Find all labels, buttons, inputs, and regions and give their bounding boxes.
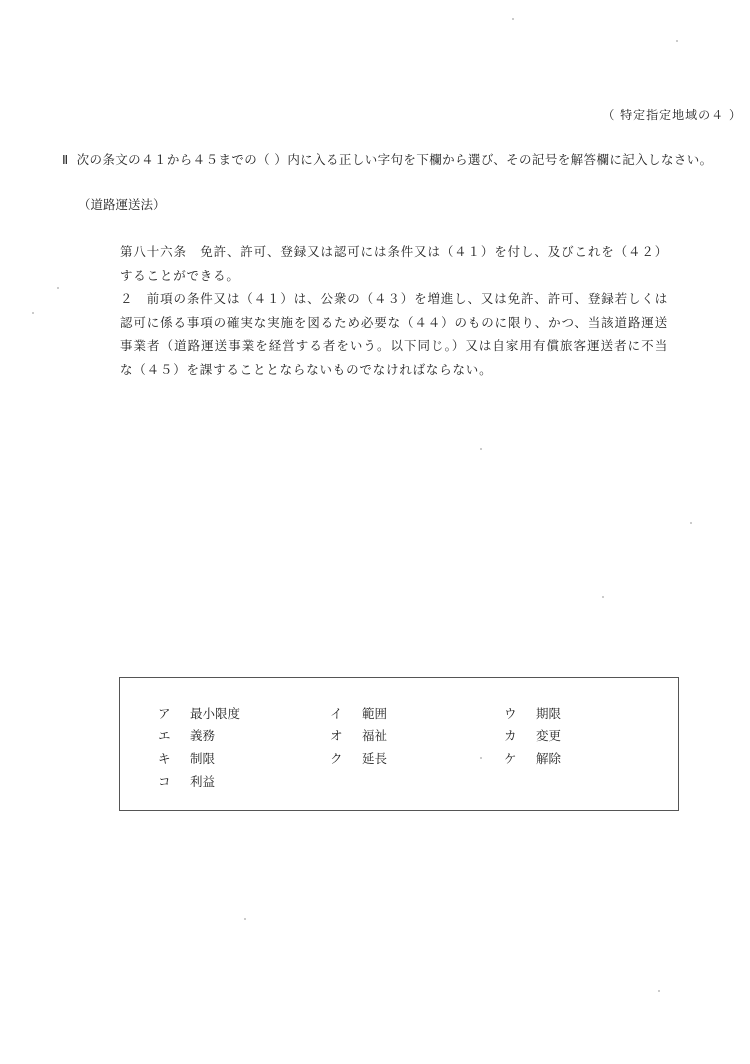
choice-label: コ xyxy=(158,774,171,789)
choice-label: オ xyxy=(330,728,343,743)
choice-label: ク xyxy=(330,751,343,766)
scan-speck xyxy=(480,448,482,450)
article-paragraph-1: 第八十六条 免許、許可、登録又は認可には条件又は（４１）を付し、及びこれを（４２）することができる。 xyxy=(120,244,668,283)
article-paragraph-2: ２ 前項の条件又は（４１）は、公衆の（４３）を増進し、又は免許、許可、登録若しくは認可に係る事項の確実な実施を図るため必要な（４４）のものに限り、かつ、当該道路運送事業者（道路運送事業を経営する者をいう。以下同じ。）又は自家用有償旅客運送者に不当な（４５）を課することとならないものでなければならない。 xyxy=(120,291,668,377)
instruction-text: 次の条文の４１から４５までの（ ）内に入る正しい字句を下欄から選び、その記号を解答欄に記入しなさい。 xyxy=(76,152,713,167)
scan-speck xyxy=(676,40,678,42)
scan-speck xyxy=(480,757,482,759)
choice-label: ケ xyxy=(504,751,517,766)
article-text xyxy=(120,240,668,381)
choice-word: 延長 xyxy=(362,751,388,766)
choice-label: エ xyxy=(158,728,171,743)
choice-item xyxy=(158,726,215,744)
question-number: Ⅱ xyxy=(62,152,69,167)
choice-label: カ xyxy=(504,728,517,743)
choice-label: ウ xyxy=(504,706,517,721)
choice-word: 福祉 xyxy=(362,728,388,743)
choice-item xyxy=(158,772,215,790)
choice-label: イ xyxy=(330,706,343,721)
choice-word: 義務 xyxy=(190,728,216,743)
question-instruction xyxy=(62,150,713,168)
scan-speck xyxy=(57,287,59,289)
choice-item xyxy=(330,704,387,722)
choice-item xyxy=(330,749,387,767)
law-name: （道路運送法） xyxy=(78,197,166,212)
choice-word: 範囲 xyxy=(362,706,388,721)
scan-speck xyxy=(32,312,34,314)
choice-item xyxy=(504,726,561,744)
choice-item xyxy=(504,749,561,767)
choice-item xyxy=(158,704,240,722)
scan-speck xyxy=(244,918,246,920)
scan-speck xyxy=(690,522,692,524)
choice-item xyxy=(330,726,387,744)
choice-word: 期限 xyxy=(536,706,562,721)
choice-word: 変更 xyxy=(536,728,562,743)
scan-speck xyxy=(658,990,660,992)
header-note: （ 特定指定地域の４ ） xyxy=(602,108,742,122)
scan-speck xyxy=(512,18,514,20)
choice-item xyxy=(504,704,561,722)
choice-item xyxy=(158,749,215,767)
choice-word: 制限 xyxy=(190,751,216,766)
scan-speck xyxy=(602,596,604,598)
choice-word: 利益 xyxy=(190,774,216,789)
choice-box xyxy=(119,677,679,811)
choice-label: キ xyxy=(158,751,171,766)
choice-word: 最小限度 xyxy=(190,706,241,721)
choice-label: ア xyxy=(158,706,171,721)
choice-word: 解除 xyxy=(536,751,562,766)
